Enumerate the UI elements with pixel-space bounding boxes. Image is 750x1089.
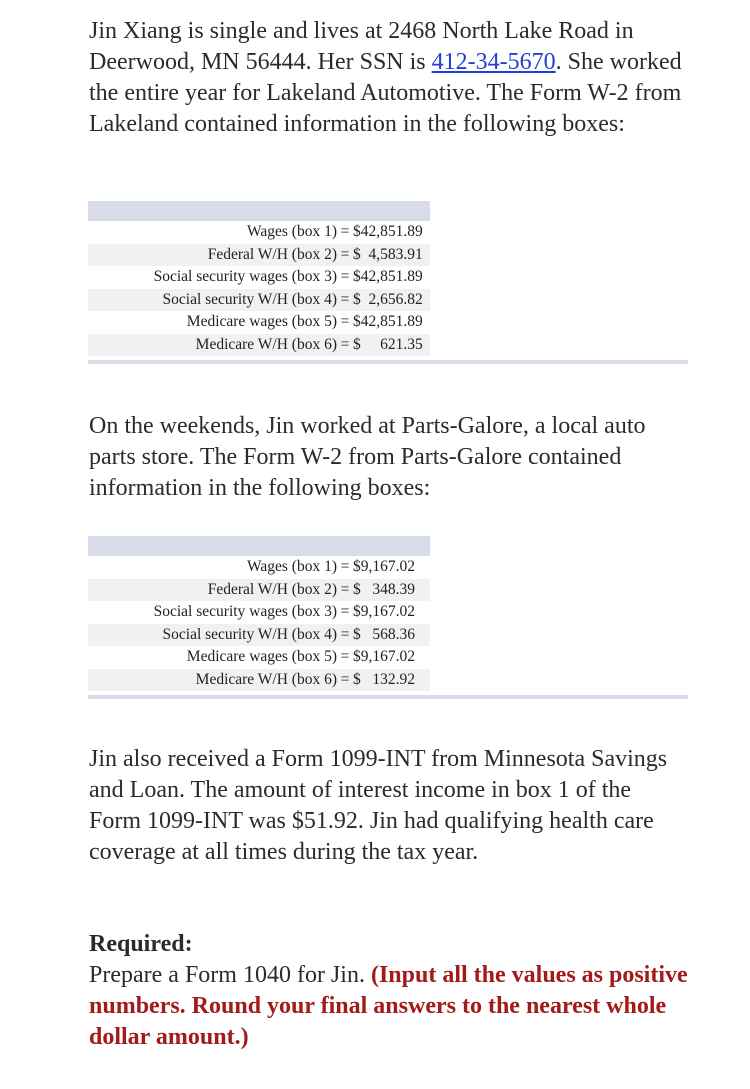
table-row [88, 289, 430, 312]
row-equals: = [340, 558, 350, 575]
table-row [88, 266, 430, 289]
row-label: Social security wages (box 3) [153, 603, 337, 620]
row-label: Social security wages (box 3) [153, 268, 337, 285]
table-row [88, 646, 430, 669]
interest-text: Jin also received a Form 1099-INT from Minnesota Savings and Loan. The amount of interest income in box 1 of the Form 1099-INT was $51.92. Jin had qualifying health care coverage at all times during the tax year. [89, 746, 668, 865]
row-value: $ 4,583.91 [353, 245, 423, 263]
row-equals: = [340, 648, 350, 665]
row-equals: = [340, 335, 350, 353]
row-label: Wages (box 1) [246, 558, 337, 575]
w2-parts-header-bar [88, 536, 430, 556]
row-label: Medicare W/H (box 6) [195, 670, 337, 688]
ssn-link[interactable]: 412-34-5670 [431, 49, 556, 75]
table-divider [88, 695, 688, 699]
w2-parts-table [88, 536, 430, 699]
row-value: $42,851.89 [353, 223, 423, 240]
row-label: Medicare wages (box 5) [186, 313, 337, 330]
row-equals: = [340, 268, 350, 285]
row-value: $42,851.89 [353, 313, 423, 330]
table-row [88, 311, 430, 334]
row-label: Federal W/H (box 2) [207, 245, 337, 263]
weekend-text: On the weekends, Jin worked at Parts-Galore, a local auto parts store. The Form W-2 from Parts-Galore contained information in the following boxes: [89, 413, 646, 501]
interest-paragraph [89, 744, 689, 868]
row-equals: = [340, 290, 350, 308]
row-label: Social security W/H (box 4) [162, 625, 337, 643]
table-row [88, 669, 430, 692]
w2-lakeland-header-bar [88, 201, 430, 221]
table-row [88, 556, 430, 579]
table-row [88, 221, 430, 244]
table-row [88, 624, 430, 647]
w2-lakeland-table [88, 201, 430, 364]
row-value: $ 621.35 [353, 335, 423, 353]
row-equals: = [340, 223, 350, 240]
intro-text-end: . She worked the entire year for Lakeland Automotive. The Form W-2 from Lakeland contained information in the following boxes: [89, 49, 682, 137]
row-value: $ 568.36 [353, 625, 415, 643]
row-equals: = [340, 625, 350, 643]
intro-text-start: Jin Xiang is single and lives at 2468 North Lake Road in Deerwood, MN 56444. Her SSN is [89, 18, 634, 75]
row-label: Social security W/H (box 4) [162, 290, 337, 308]
row-equals: = [340, 313, 350, 330]
weekend-paragraph [89, 411, 689, 504]
row-value: $ 348.39 [353, 580, 415, 598]
intro-paragraph [89, 16, 689, 140]
row-value: $9,167.02 [353, 603, 415, 620]
table-row [88, 334, 430, 357]
row-value: $42,851.89 [353, 268, 423, 285]
row-label: Federal W/H (box 2) [207, 580, 337, 598]
required-text: Prepare a Form 1040 for Jin. [89, 962, 371, 988]
row-value: $ 132.92 [353, 670, 415, 688]
row-equals: = [340, 580, 350, 598]
row-value: $9,167.02 [353, 648, 415, 665]
table-row [88, 601, 430, 624]
row-label: Wages (box 1) [246, 223, 337, 240]
required-section [89, 929, 689, 1053]
table-row [88, 579, 430, 602]
row-value: $ 2,656.82 [353, 290, 423, 308]
table-divider [88, 360, 688, 364]
table-row [88, 244, 430, 267]
required-heading: Required: [89, 931, 193, 957]
required-instruction: (Input all the values as positive numbers. Round your final answers to the nearest whole dollar amount.) [89, 962, 688, 1050]
row-value: $9,167.02 [353, 558, 415, 575]
row-equals: = [340, 670, 350, 688]
row-label: Medicare wages (box 5) [186, 648, 337, 665]
row-equals: = [340, 603, 350, 620]
row-label: Medicare W/H (box 6) [195, 335, 337, 353]
row-equals: = [340, 245, 350, 263]
